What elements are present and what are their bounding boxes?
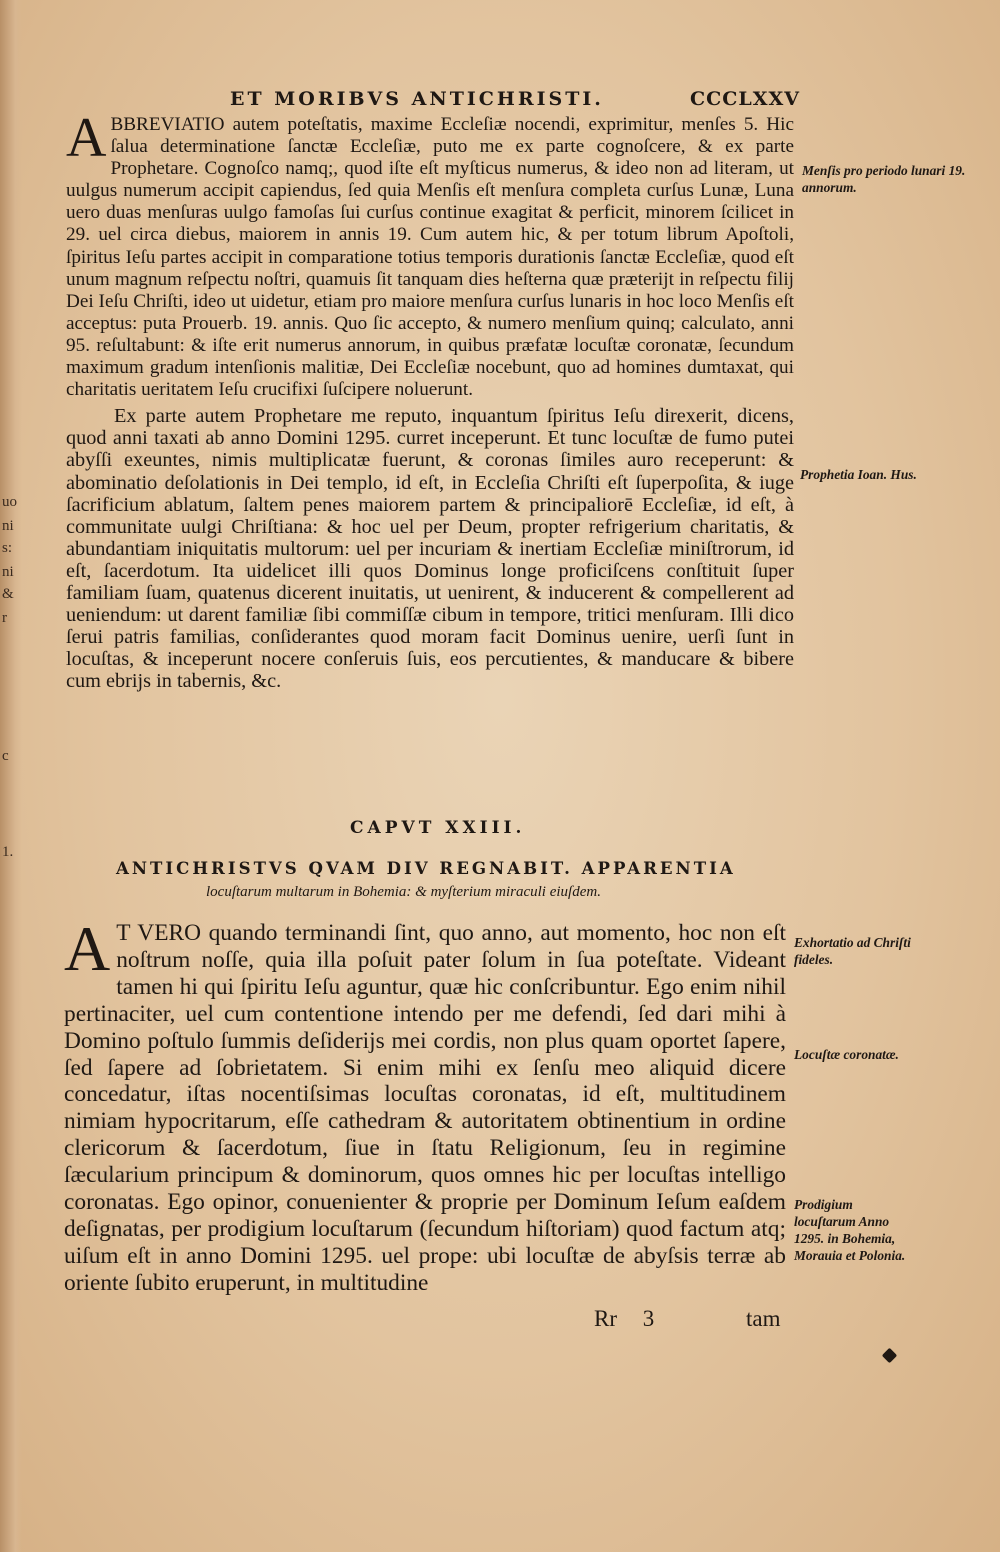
margin-note-locustae: Locuſtæ coronatæ. <box>794 1047 899 1062</box>
gutter-mark: ni <box>2 564 14 580</box>
gutter-mark: 1. <box>2 844 14 860</box>
margin-note-prophetia: Prophetia Ioan. Hus. <box>800 467 917 482</box>
chapter-heading: CAPVT XXIII. <box>350 818 526 838</box>
drop-capital: A <box>66 107 107 169</box>
gutter-mark: & <box>2 586 14 602</box>
gutter-mark: s: <box>2 540 13 556</box>
section-two <box>64 913 786 1297</box>
paragraph: Ex parte autem Prophetare me reputo, inquantum ſpiritus Ieſu direxerit, dicens, quod anni taxati ab anno Domini 1295. curret inceperunt. Et tunc locuſtæ de fumo putei abyſſi exeuntes, nimis multiplicatæ fuerunt, & coronas ſimiles auro receperunt: & abominatio deſolationis in Dei templo, id eſt, in Eccleſia Chriſti eſt ſuperpoſita, & iuge ſacrificium ablatum, ſaltem penes maiorem partem & principaliorē Eccleſiæ, id eſt, à communitate uulgi Chriſtiana: & hoc uel per Deum, propter refrigerium charitatis, & abundantiam iniquitatis multorum: uel per incuriam & inertiam Eccleſiæ miniſtrorum, id eſt, ſacerdotum. Ita uidelicet illi quos Dominus longe proficiſcens conſtituit ſuper familiam ſuam, quatenus dicerent inuitatis, ut uenirent, & inducerent & compellerent ad ueniendum: ut darent familiæ ſibi commiſſæ cibum in tempore, tritici menſuram. Illi dico ſerui patris familias, conſiderantes quod moram facit Dominus uenire, uerſi ſunt in locuſtas, & inceperunt nocere conſeruis ſuis, eos percutientes, & manducare & bibere cum ebrijs in tabernis, &c. <box>66 405 794 693</box>
page-gutter-shadow <box>0 0 22 1552</box>
catchword: tam <box>746 1306 781 1331</box>
gutter-mark: c <box>2 748 9 764</box>
drop-capital: A <box>64 913 111 984</box>
gutter-mark: r <box>2 610 7 626</box>
margin-note-mensis: Menſis pro periodo lunari 19. annorum. <box>802 163 966 195</box>
diamond-ornament <box>882 1348 898 1364</box>
chapter-subtitle: locuſtarum multarum in Bohemia: & myſterium miraculi eiuſdem. <box>206 884 601 900</box>
section-one <box>66 107 794 693</box>
chapter-title: ANTICHRISTVS QVAM DIV REGNABIT. APPARENTIA <box>116 858 736 878</box>
gutter-mark: ni <box>2 518 14 534</box>
running-head <box>230 88 800 114</box>
margin-note-exhortatio: Exhortatio ad Chriſti fideles. <box>794 935 911 967</box>
folio-number: CCCLXXV <box>690 88 800 110</box>
paragraph-text: T VERO quando terminandi ſint, quo anno, aut momento, hoc non eſt noſtrum noſſe, quia illa poſuit pater ſolum in ſua poteſtate. Videant tamen hi qui ſpiritu Ieſu aguntur, quæ hic conſcribuntur. Ego enim nihil pertinaciter, uel cum contentione intendo per me defendi, ſed dari mihi à Domino poſtulo ſummis deſiderijs mei cordis, non plus quam oportet ſapere, ſed ſapere ad ſobrietatem. Si enim mihi ex ſenſu meo aliquid dicere concedatur, iſtas nocentiſsimas locuſtas coronatas, id eſt, multitudinem nimiam hypocritarum, eſſe cathedram & autoritatem obtinentium in ordine clericorum & ſacerdotum, ſiue in ſtatu Religionum, ſeu in regimine ſæcularium principum & dominorum, quos omnes hic per locuſtas intelligo coronatas. Ego opinor, conuenienter & proprie per Dominum Ieſum eaſdem deſignatas, per prodigium locuſtarum (ſecundum hiſtoriam) quod factum atq; uiſum eſt in anno Domini 1295. uel prope: ubi locuſtæ de abyſsis terræ ab oriente ſubito eruperunt, in multitudine <box>64 920 786 1296</box>
margin-note-prodigium: Prodigium locuſtarum Anno 1295. in Bohemia, Morauia et Polonia. <box>794 1197 906 1263</box>
paragraph <box>64 913 786 1297</box>
gutter-mark: uo <box>2 494 17 510</box>
paragraph-text: BBREVIATIO autem poteſtatis, maxime Eccleſiæ nocendi, exprimitur, menſes 5. Hic ſalua determinatione ſanctæ Eccleſiæ, puto me ex parte cognoſcere, & ex parte Prophetare. Cognoſco namq;, quod iſte eſt myſticus numerus, & ideo non ad literam, ut uulgus numerum accipit capiendus, ſed quia Menſis eſt menſura completa curſus Lunæ, Luna uero duas menſuras uulgo famoſas ſui curſus continue exagitat & perficit, minorem ſcilicet in 29. uel circa diebus, maiorem in annis 19. Cum autem hic, & per totum librum Apoſtoli, ſpiritus Ieſu partes accipit in comparatione totius temporis durationis ſanctæ Eccleſiæ, quod eſt unum magnum reſpectu noſtri, quamuis ſit tanquam dies heſterna quæ præterijt in reſpectu filij Dei Ieſu Chriſti, ideo ut uidetur, etiam pro maiore menſura curſus lunaris in hoc loco Menſis eſt acceptus: puta Prouerb. 19. annis. Quo ſic accepto, & numero menſium quinq; calculato, anni 95. reſultabunt: & iſte erit numerus annorum, in quibus præfatæ locuſtæ coronatæ, ſecundum maximum gradum intenſionis malitiæ, Dei Eccleſiæ nocebunt, quo ad homines dumtaxat, qui charitatis ueritatem Ieſu crucifixi ſuſcipere noluerunt. <box>66 114 794 401</box>
paragraph <box>66 107 794 401</box>
signature-mark: Rr 3 <box>594 1306 655 1331</box>
running-title: ET MORIBVS ANTICHRISTI. <box>230 88 604 110</box>
